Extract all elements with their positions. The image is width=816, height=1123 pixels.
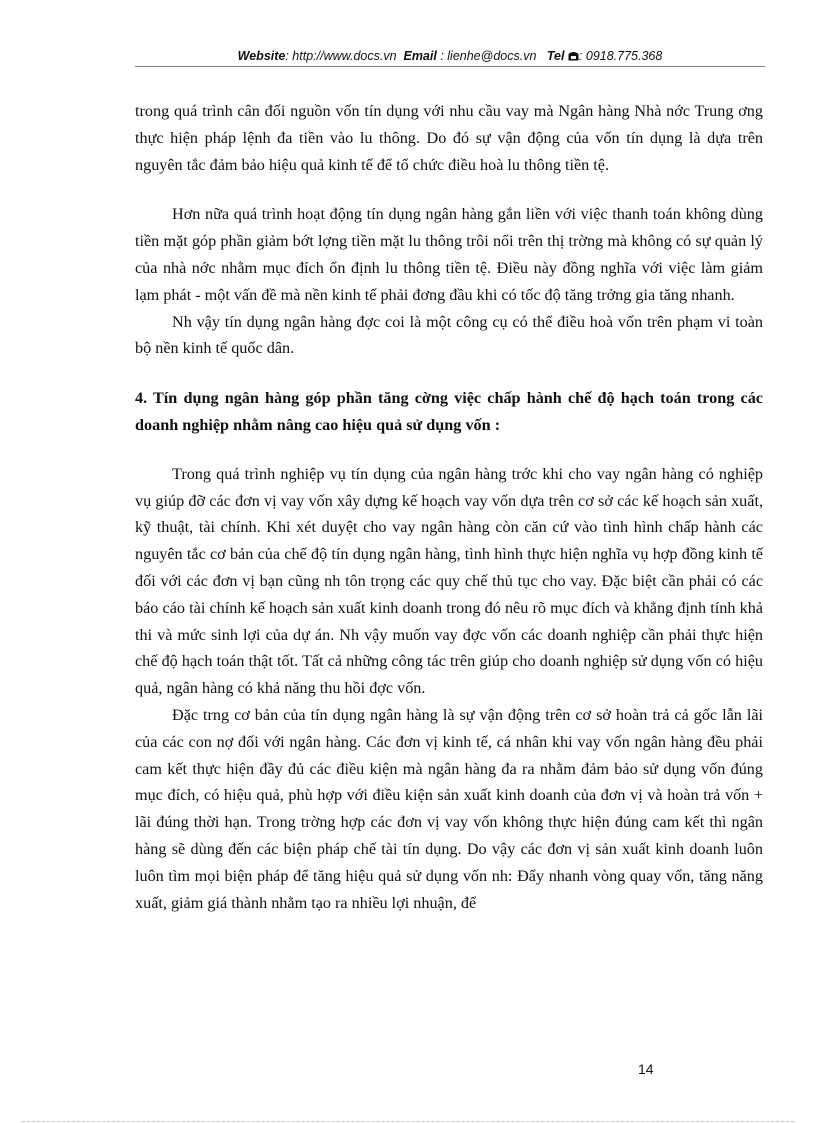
email-value: : lienhe@docs.vn	[440, 49, 537, 63]
email-label: Email	[403, 49, 437, 63]
document-body	[135, 98, 763, 916]
page-number: 14	[638, 1061, 654, 1077]
paragraph-4: Trong quá trình nghiệp vụ tín dụng của ngân hàng trớc khi cho vay ngân hàng có nghiệp vụ giúp đỡ các đơn vị vay vốn xây dựng kế hoạch vay vốn dựa trên cơ sở các kế hoạch sản xuất, kỹ thuật, tài chính. Khi xét duyệt cho vay ngân hàng còn căn cứ vào tình hình chấp hành các nguyên tắc cơ bản của chế độ tín dụng ngân hàng, tình hình thực hiện nghĩa vụ hợp đồng kinh tế đối với các đơn vị bạn cũng nh tôn trọng các quy chế thủ tục cho vay. Đặc biệt cần phải có các báo cáo tài chính kế hoạch sản xuất kinh doanh trong đó nêu rõ mục đích và khẳng định tính khả thi và mức sinh lợi của dự án. Nh vậy muốn vay đợc vốn các doanh nghiệp cần phải thực hiện chế độ hạch toán thật tốt. Tất cả những công tác trên giúp cho doanh nghiệp sử dụng vốn có hiệu quả, ngân hàng có khả năng thu hồi đợc vốn.	[135, 464, 763, 698]
website-label: Website	[237, 49, 286, 63]
paragraph-2: Hơn nữa quá trình hoạt động tín dụng ngân hàng gắn liền với việc thanh toán không dùng tiền mặt góp phần giảm bớt lợng tiền mặt lu thông trôi nổi trên thị trờng mà không có sự quản lý của nhà nớc nhằm mục đích ổn định lu thông tiền tệ. Điều này đồng nghĩa với việc làm giảm lạm phát - một vấn đề mà nền kinh tế phải đơng đầu khi có tốc độ tăng trởng gia tăng nhanh.	[135, 205, 763, 304]
paragraph-1: trong quá trình cân đối nguồn vốn tín dụng với nhu cầu vay mà Ngân hàng Nhà nớc Trung ơng thực hiện pháp lệnh đa tiền vào lu thông. Do đó sự vận động của vốn tín dụng là dựa trên nguyên tắc đảm bảo hiệu quả kinh tế để tổ chức điều hoà lu thông tiền tệ.	[135, 102, 763, 174]
header-rule	[135, 66, 765, 67]
page-header	[135, 48, 765, 64]
telephone-icon	[568, 51, 579, 61]
website-value: : http://www.docs.vn	[285, 49, 397, 63]
paragraph-5: Đặc trng cơ bản của tín dụng ngân hàng là sự vận động trên cơ sở hoàn trả cả gốc lẫn lãi của các con nợ đối với ngân hàng. Các đơn vị kinh tế, cá nhân khi vay vốn ngân hàng đều phải cam kết thực hiện đầy đủ các điều kiện mà ngân hàng đa ra nhằm đảm bảo sử dụng vốn đúng mục đích, có hiệu quả, phù hợp với điều kiện sản xuất kinh doanh của đơn vị và hoàn trả vốn + lãi đúng thời hạn. Trong trờng hợp các đơn vị vay vốn không thực hiện đúng cam kết thì ngân hàng sẽ dùng đến các biện pháp chế tài tín dụng. Do vậy các đơn vị sản xuất kinh doanh luôn luôn tìm mọi biện pháp để tăng hiệu quả sử dụng vốn nh: Đẩy nhanh vòng quay vốn, tăng năng xuất, giảm giá thành nhằm tạo ra nhiều lợi nhuận, để	[135, 705, 763, 912]
tel-label: Tel	[546, 49, 565, 63]
section-heading: 4. Tín dụng ngân hàng góp phần tăng cờng việc chấp hành chế độ hạch toán trong các doanh nghiệp nhằm nâng cao hiệu quả sử dụng vốn :	[135, 389, 763, 434]
tel-value: : 0918.775.368	[578, 49, 663, 63]
paragraph-3: Nh vậy tín dụng ngân hàng đợc coi là một công cụ có thể điều hoà vốn trên phạm vi toàn bộ nền kinh tế quốc dân.	[135, 312, 763, 358]
footer-rule	[22, 1121, 794, 1122]
